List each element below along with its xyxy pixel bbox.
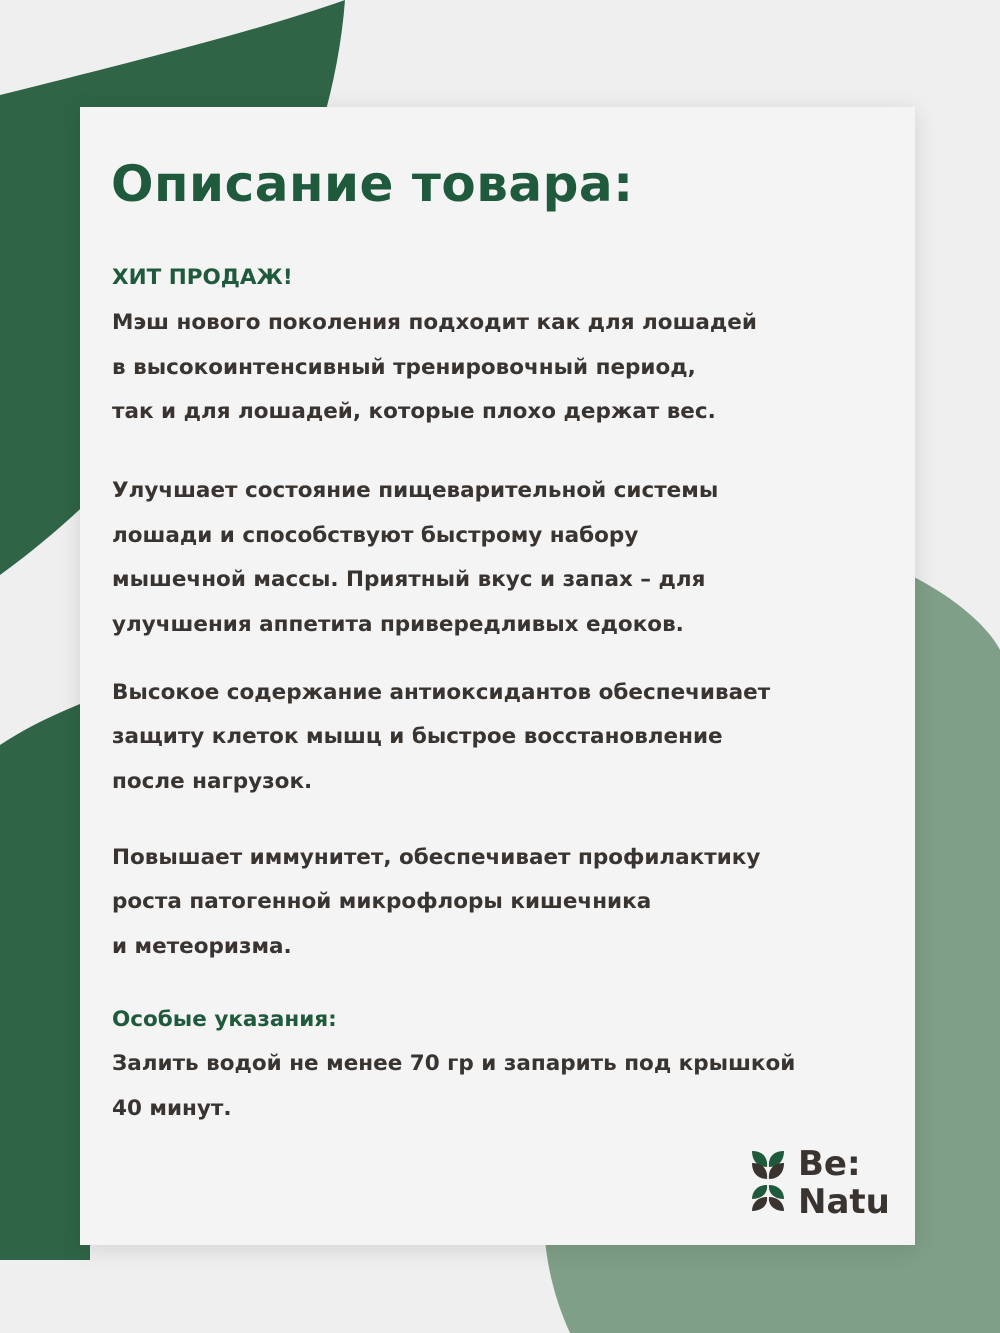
text-line: улучшения аппетита привередливых едоков. <box>112 612 684 637</box>
dark-green-shape-lower <box>0 700 90 1260</box>
leaf-icon <box>750 1147 786 1217</box>
text-line: Высокое содержание антиоксидантов обеспечивает <box>112 680 771 705</box>
text-line: так и для лошадей, которые плохо держат вес. <box>112 399 716 424</box>
text-line: 40 минут. <box>112 1096 232 1121</box>
text-line: мышечной массы. Приятный вкус и запах – для <box>112 567 706 592</box>
text-line: роста патогенной микрофлоры кишечника <box>112 889 652 914</box>
text-line: Улучшает состояние пищеварительной системы <box>112 478 719 503</box>
text-line: лошади и способствуют быстрому набору <box>112 523 639 548</box>
logo-line-1: Be: <box>798 1144 861 1184</box>
text-line: Мэш нового поколения подходит как для лошадей <box>112 310 757 335</box>
text-line: после нагрузок. <box>112 769 313 794</box>
description-card <box>80 107 915 1245</box>
logo-line-2: Natu <box>798 1182 890 1222</box>
text-line: в высокоинтенсивный тренировочный период, <box>112 355 696 380</box>
hit-label: ХИТ ПРОДАЖ! <box>112 265 293 290</box>
special-heading: Особые указания: <box>112 1007 337 1032</box>
brand-logo <box>750 1144 890 1222</box>
logo-text <box>798 1145 890 1221</box>
text-line: Повышает иммунитет, обеспечивает профилактику <box>112 845 761 870</box>
text-line: и метеоризма. <box>112 934 292 959</box>
page-title: Описание товара: <box>111 155 634 213</box>
text-line: Залить водой не менее 70 гр и запарить под крышкой <box>112 1051 796 1076</box>
text-line: защиту клеток мышц и быстрое восстановление <box>112 724 723 749</box>
